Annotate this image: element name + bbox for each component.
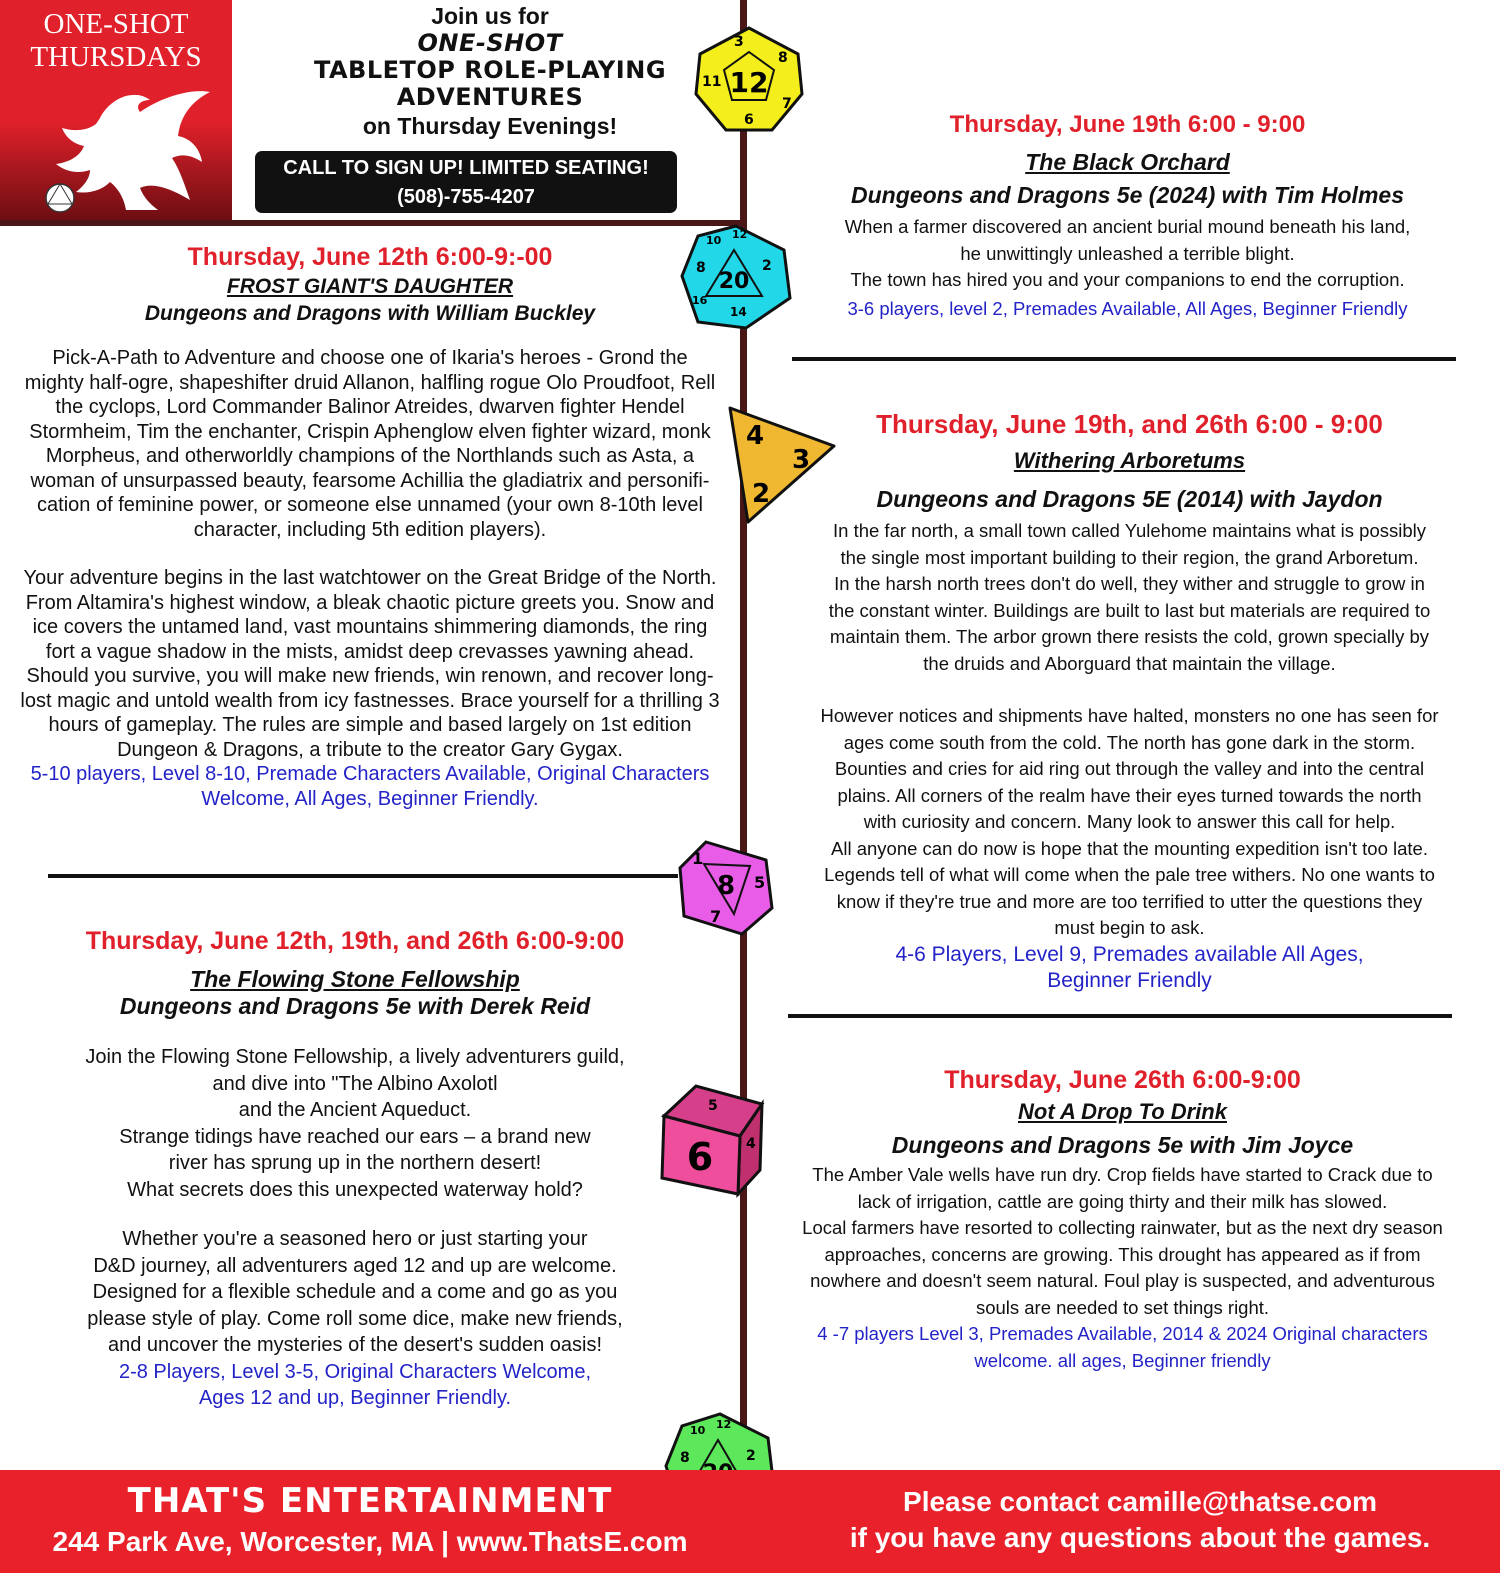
event-details: 2-8 Players, Level 3-5, Original Characters Welcome, (118, 1360, 592, 1383)
d12-center: 12 (729, 66, 769, 99)
d20a-tl: 10 (706, 234, 722, 247)
event-description-2: Your adventure begins in the last watchtower on the Great Bridge of the North. From Altamira's highest window, a bleak chaotic picture greets you. Snow and ice covers the untamed land, vast mountains shimmering diamonds, the ring fort a vague shadow in the mists, amidst deep crevasses yawning ahead. Should you survive, you will make new friends, win renown, and recover long-lost magic and untold wealth from icy fastnesses. Brace yourself for a thrilling 3 hours of gameplay. The rules are simple and based largely on 1st edition Dungeon & Dragons, a tribute to the creator Gary Gygax. (20, 567, 720, 761)
desc-line: must begin to ask. (1054, 917, 1205, 938)
footer (0, 1470, 1500, 1573)
d6-top: 5 (708, 1098, 718, 1114)
d20b-right: 2 (746, 1448, 756, 1464)
call-to-sign-up-banner (255, 151, 677, 213)
desc-line: D&D journey, all adventurers aged 12 and up are welcome. (93, 1254, 617, 1277)
desc-line: What secrets does this unexpected waterway hold? (127, 1178, 583, 1201)
logo-line2: THURSDAYS (30, 41, 202, 73)
d20a-bl: 16 (692, 294, 708, 307)
d8-bottom: 7 (710, 907, 722, 926)
header-block (240, 3, 740, 141)
call-text: CALL TO SIGN UP! LIMITED SEATING! (283, 157, 649, 179)
header-line2: TABLETOP ROLE-PLAYING (313, 56, 667, 84)
event-details: 3-6 players, level 2, Premades Available, All Ages, Beginner Friendly (847, 297, 1408, 319)
event-system: Dungeons and Dragons 5E (2014) with Jaydon (876, 486, 1383, 512)
event-date: Thursday, June 26th 6:00-9:00 (944, 1066, 1301, 1094)
event-not-a-drop-to-drink (765, 1064, 1480, 1374)
desc-line: maintain them. The arbor grown there resists the cold, grown specially by (829, 626, 1430, 647)
event-title: The Black Orchard (1025, 149, 1230, 175)
desc-line: lack of irrigation, cattle are going thirty and their milk has slowed. (857, 1190, 1388, 1212)
d20a-bottom: 14 (730, 305, 747, 319)
desc-line: the single most important building to their region, the grand Arboretum. (840, 546, 1419, 568)
d12-left: 11 (702, 74, 722, 90)
logo-line1: ONE-SHOT (43, 8, 189, 40)
desc-line: In the harsh north trees don't do well, they wither and struggle to grow in (834, 573, 1425, 594)
desc-line: know if they're true and more are too terrified to utter the questions they (836, 890, 1423, 912)
desc-line: the constant winter. Buildings are built to last but materials are required to (828, 599, 1431, 621)
event-withering-arboretums (772, 406, 1487, 995)
desc-line: approaches, concerns are growing. This drought has appeared as if from (824, 1243, 1421, 1265)
logo-one-shot-thursdays (0, 0, 232, 222)
desc-line: and the Ancient Aqueduct. (238, 1099, 472, 1121)
d6-side: 4 (746, 1136, 756, 1152)
event-date: Thursday, June 12th, 19th, and 26th 6:00-9:00 (85, 927, 625, 955)
store-address: 244 Park Ave, Worcester, MA | www.ThatsE.com (52, 1526, 688, 1557)
event-date: Thursday, June 19th, and 26th 6:00 - 9:00 (876, 409, 1383, 439)
event-title: Not A Drop To Drink (1018, 1099, 1227, 1124)
desc-line: Join the Flowing Stone Fellowship, a lively adventurers guild, (85, 1046, 625, 1068)
d4-bottom: 2 (752, 479, 771, 509)
desc-line: However notices and shipments have halted, monsters no one has seen for (820, 705, 1439, 726)
event-black-orchard (770, 108, 1485, 322)
desc-line: The Amber Vale wells have run dry. Crop fields have started to Crack due to (812, 1164, 1433, 1185)
desc-line: ages come south from the cold. The north has gone dark in the storm. (843, 731, 1416, 753)
desc-line: and uncover the mysteries of the desert's sudden oasis! (107, 1334, 603, 1356)
desc-line: When a farmer discovered an ancient burial mound beneath his land, (844, 216, 1411, 237)
event-details: 4 -7 players Level 3, Premades Available, 2014 & 2024 Original characters (817, 1323, 1428, 1344)
desc-line: the druids and Aborguard that maintain the village. (923, 652, 1336, 674)
event-system: Dungeons and Dragons with William Buckley (144, 302, 596, 325)
desc-line: Legends tell of what will come when the pale tree withers. No one wants to (824, 864, 1435, 885)
desc-line: with curiosity and concern. Many look to answer this call for help. (863, 811, 1396, 832)
desc-line: In the far north, a small town called Yulehome maintains what is possibly (833, 520, 1426, 541)
header-divider (0, 220, 745, 226)
dragon-icon (40, 78, 220, 218)
event-description-1: Pick-A-Path to Adventure and choose one of Ikaria's heroes - Grond the mighty half-ogre, shapeshifter druid Allanon, halfling rogue Olo Proudfoot, Rell the cyclops, Lord Commander Balinor Atreides, dwarven fighter Hendel Stormheim, Tim the enchanter, Crispin Aphenglow elven fighter wizard, monk Morpheus, and otherworldly champions of the Northlands such as Asta, a woman of unsurpassed beauty, fearsome Achillia the gladiatrix and personifi-cation of feminine power, or someone else unnamed (your own 8-10th level character, including 5th edition players). (24, 347, 716, 541)
desc-line: plains. All corners of the realm have their eyes turned towards the north (837, 784, 1422, 806)
header-line4: on Thursday Evenings! (362, 113, 618, 139)
d20b-top: 12 (716, 1418, 732, 1431)
event-title: Withering Arboretums (1013, 448, 1246, 473)
divider-left-1 (48, 874, 678, 878)
desc-line: please style of play. Come roll some dice, make new friends, (87, 1307, 623, 1330)
d8-left: 1 (692, 849, 704, 868)
event-title: The Flowing Stone Fellowship (190, 966, 520, 992)
event-title: FROST GIANT'S DAUGHTER (226, 275, 514, 298)
event-system: Dungeons and Dragons 5e with Jim Joyce (891, 1132, 1354, 1158)
d20a-center: 20 (718, 269, 750, 294)
divider-right-1 (792, 357, 1456, 361)
event-system: Dungeons and Dragons 5e with Derek Reid (119, 993, 591, 1019)
desc-line: nowhere and doesn't seem natural. Foul play is suspected, and adventurous (810, 1270, 1435, 1291)
header-join: Join us for (431, 3, 549, 29)
d4-right: 3 (792, 445, 811, 475)
desc-line: and dive into "The Albino Axolotl (212, 1072, 498, 1095)
desc-line: The town has hired you and your companions to end the corruption. (850, 269, 1405, 290)
d20b-left: 8 (680, 1450, 690, 1466)
event-system: Dungeons and Dragons 5e (2024) with Tim Holmes (851, 182, 1404, 208)
event-date: Thursday, June 12th 6:00-9:-00 (187, 243, 553, 271)
desc-line: Strange tidings have reached our ears – a brand new (119, 1125, 591, 1148)
desc-line: Designed for a flexible schedule and a come and go as you (92, 1281, 618, 1303)
event-details: 4-6 Players, Level 9, Premades available All Ages, (895, 942, 1364, 966)
header-line3: ADVENTURES (396, 83, 584, 111)
header-line1: ONE-SHOT (417, 29, 563, 57)
d8-right: 5 (754, 873, 766, 892)
desc-line: he unwittingly unleashed a terrible blight. (960, 242, 1295, 264)
d8-center: 8 (716, 871, 736, 901)
event-details: 5-10 players, Level 8-10, Premade Characters Available, Original Characters Welcome, All Ages, Beginner Friendly. (30, 763, 710, 810)
desc-line: All anyone can do now is hope that the mounting expedition isn't too late. (831, 837, 1428, 859)
desc-line: Local farmers have resorted to collecting rainwater, but as the next dry season (802, 1217, 1443, 1238)
desc-line: Whether you're a seasoned hero or just starting your (122, 1228, 588, 1250)
desc-line: river has sprung up in the northern desert! (168, 1152, 542, 1174)
d20a-left: 8 (696, 260, 706, 276)
contact-line2: if you have any questions about the games. (849, 1522, 1431, 1553)
event-frost-giant (15, 242, 725, 811)
contact-line1: Please contact camille@thatse.com (903, 1486, 1377, 1517)
desc-line: Bounties and cries for aid ring out through the valley and into the central (834, 758, 1425, 779)
d4-left: 4 (746, 421, 765, 451)
d20b-tl: 10 (690, 1424, 706, 1437)
d20a-top: 12 (732, 228, 748, 241)
store-name: THAT'S ENTERTAINMENT (127, 1481, 613, 1521)
d12-right: 8 (778, 50, 788, 66)
divider-right-2 (788, 1014, 1452, 1018)
d6-front: 6 (686, 1135, 714, 1179)
d12-top: 3 (734, 34, 744, 50)
event-date: Thursday, June 19th 6:00 - 9:00 (949, 111, 1306, 138)
event-flowing-stone (15, 926, 695, 1412)
d8-die-icon (676, 838, 776, 938)
d12-bottom: 6 (744, 112, 754, 128)
phone-number: (508)-755-4207 (397, 186, 535, 208)
d20a-right: 2 (762, 258, 772, 274)
event-details: Ages 12 and up, Beginner Friendly. (198, 1387, 512, 1409)
d12-br: 7 (782, 96, 792, 112)
event-details: welcome. all ages, Beginner friendly (974, 1349, 1271, 1371)
event-details: Beginner Friendly (1047, 969, 1212, 992)
desc-line: souls are needed to set things right. (975, 1296, 1270, 1318)
